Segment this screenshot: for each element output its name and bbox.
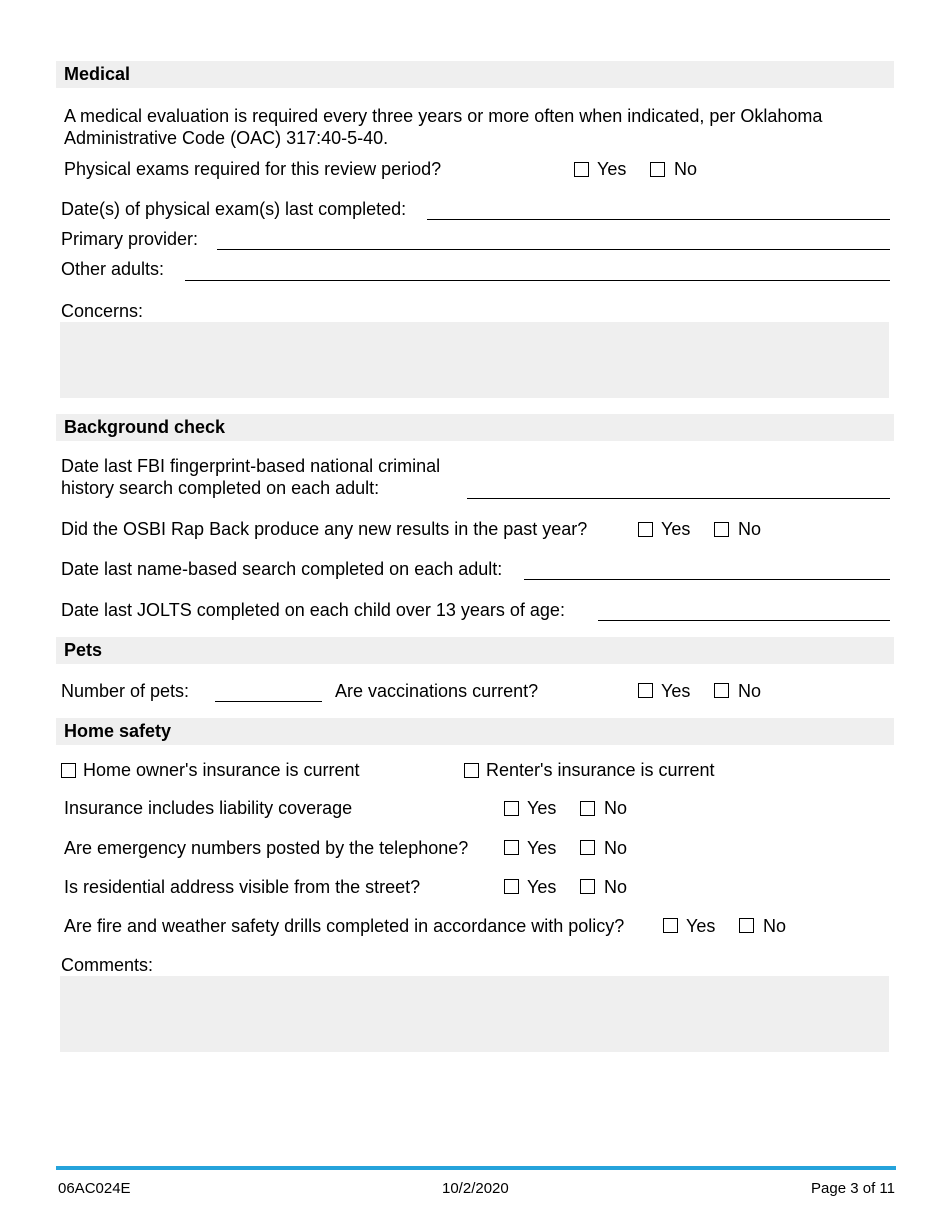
renter-insurance-checkbox[interactable] [464,763,479,778]
emergency-no-label: No [604,838,628,858]
background-header-text: Background check [64,417,226,437]
osbi-no-checkbox[interactable] [714,522,729,537]
exam-dates-label: Date(s) of physical exam(s) last completed: [61,199,407,219]
comments-label: Comments: [61,955,154,975]
exam-dates-field[interactable] [427,219,890,220]
home-safety-section-header [56,718,894,745]
emergency-yes-label: Yes [527,838,557,858]
vaccinations-yes-label: Yes [661,681,691,701]
osbi-yes-checkbox[interactable] [638,522,653,537]
pets-header-text: Pets [64,640,103,660]
liability-yes-label: Yes [527,798,557,818]
vaccinations-no-label: No [738,681,762,701]
physical-exams-question: Physical exams required for this review period? [64,159,442,179]
name-search-date-field[interactable] [524,579,890,580]
other-adults-label: Other adults: [61,259,165,279]
comments-textarea[interactable] [60,976,889,1052]
osbi-no-label: No [738,519,762,539]
emergency-yes-checkbox[interactable] [504,840,519,855]
physical-exams-yes-label: Yes [597,159,627,179]
liability-no-label: No [604,798,628,818]
physical-exams-no-label: No [674,159,698,179]
vaccinations-no-checkbox[interactable] [714,683,729,698]
medical-intro-line1: A medical evaluation is required every three years or more often when indicated, per Oklahoma [64,106,823,126]
fbi-search-date-field[interactable] [467,498,890,499]
liability-question: Insurance includes liability coverage [64,798,353,818]
medical-header-text: Medical [64,64,131,84]
fbi-search-label-line2: history search completed on each adult: [61,478,380,498]
drills-no-checkbox[interactable] [739,918,754,933]
footer-form-id: 06AC024E [58,1180,131,1197]
jolts-date-field[interactable] [598,620,890,621]
number-of-pets-label: Number of pets: [61,681,190,701]
drills-no-label: No [763,916,787,936]
home-safety-header-text: Home safety [64,721,172,741]
safety-drills-question: Are fire and weather safety drills completed in accordance with policy? [64,916,625,936]
background-section-header [56,414,894,441]
emergency-numbers-question: Are emergency numbers posted by the telephone? [64,838,469,858]
other-adults-field[interactable] [185,280,890,281]
pets-section-header [56,637,894,664]
concerns-label: Concerns: [61,301,144,321]
vaccinations-yes-checkbox[interactable] [638,683,653,698]
drills-yes-label: Yes [686,916,716,936]
emergency-no-checkbox[interactable] [580,840,595,855]
vaccinations-question: Are vaccinations current? [335,681,539,701]
fbi-search-label-line1: Date last FBI fingerprint-based national criminal [61,456,441,476]
address-no-label: No [604,877,628,897]
physical-exams-no-checkbox[interactable] [650,162,665,177]
osbi-rap-back-question: Did the OSBI Rap Back produce any new results in the past year? [61,519,588,539]
medical-section-header [56,61,894,88]
homeowner-insurance-checkbox[interactable] [61,763,76,778]
footer-page-number: Page 3 of 11 [811,1180,895,1197]
liability-yes-checkbox[interactable] [504,801,519,816]
jolts-label: Date last JOLTS completed on each child over 13 years of age: [61,600,565,620]
address-yes-label: Yes [527,877,557,897]
address-yes-checkbox[interactable] [504,879,519,894]
name-search-label: Date last name-based search completed on each adult: [61,559,503,579]
address-no-checkbox[interactable] [580,879,595,894]
address-visible-question: Is residential address visible from the street? [64,877,421,897]
concerns-textarea[interactable] [60,322,889,398]
medical-intro-line2: Administrative Code (OAC) 317:40-5-40. [64,128,389,148]
number-of-pets-field[interactable] [215,701,322,702]
liability-no-checkbox[interactable] [580,801,595,816]
renter-insurance-label: Renter's insurance is current [486,760,715,780]
footer-date: 10/2/2020 [442,1180,509,1197]
primary-provider-field[interactable] [217,249,890,250]
physical-exams-yes-checkbox[interactable] [574,162,589,177]
primary-provider-label: Primary provider: [61,229,199,249]
drills-yes-checkbox[interactable] [663,918,678,933]
homeowner-insurance-label: Home owner's insurance is current [83,760,360,780]
osbi-yes-label: Yes [661,519,691,539]
footer-rule [56,1166,896,1170]
